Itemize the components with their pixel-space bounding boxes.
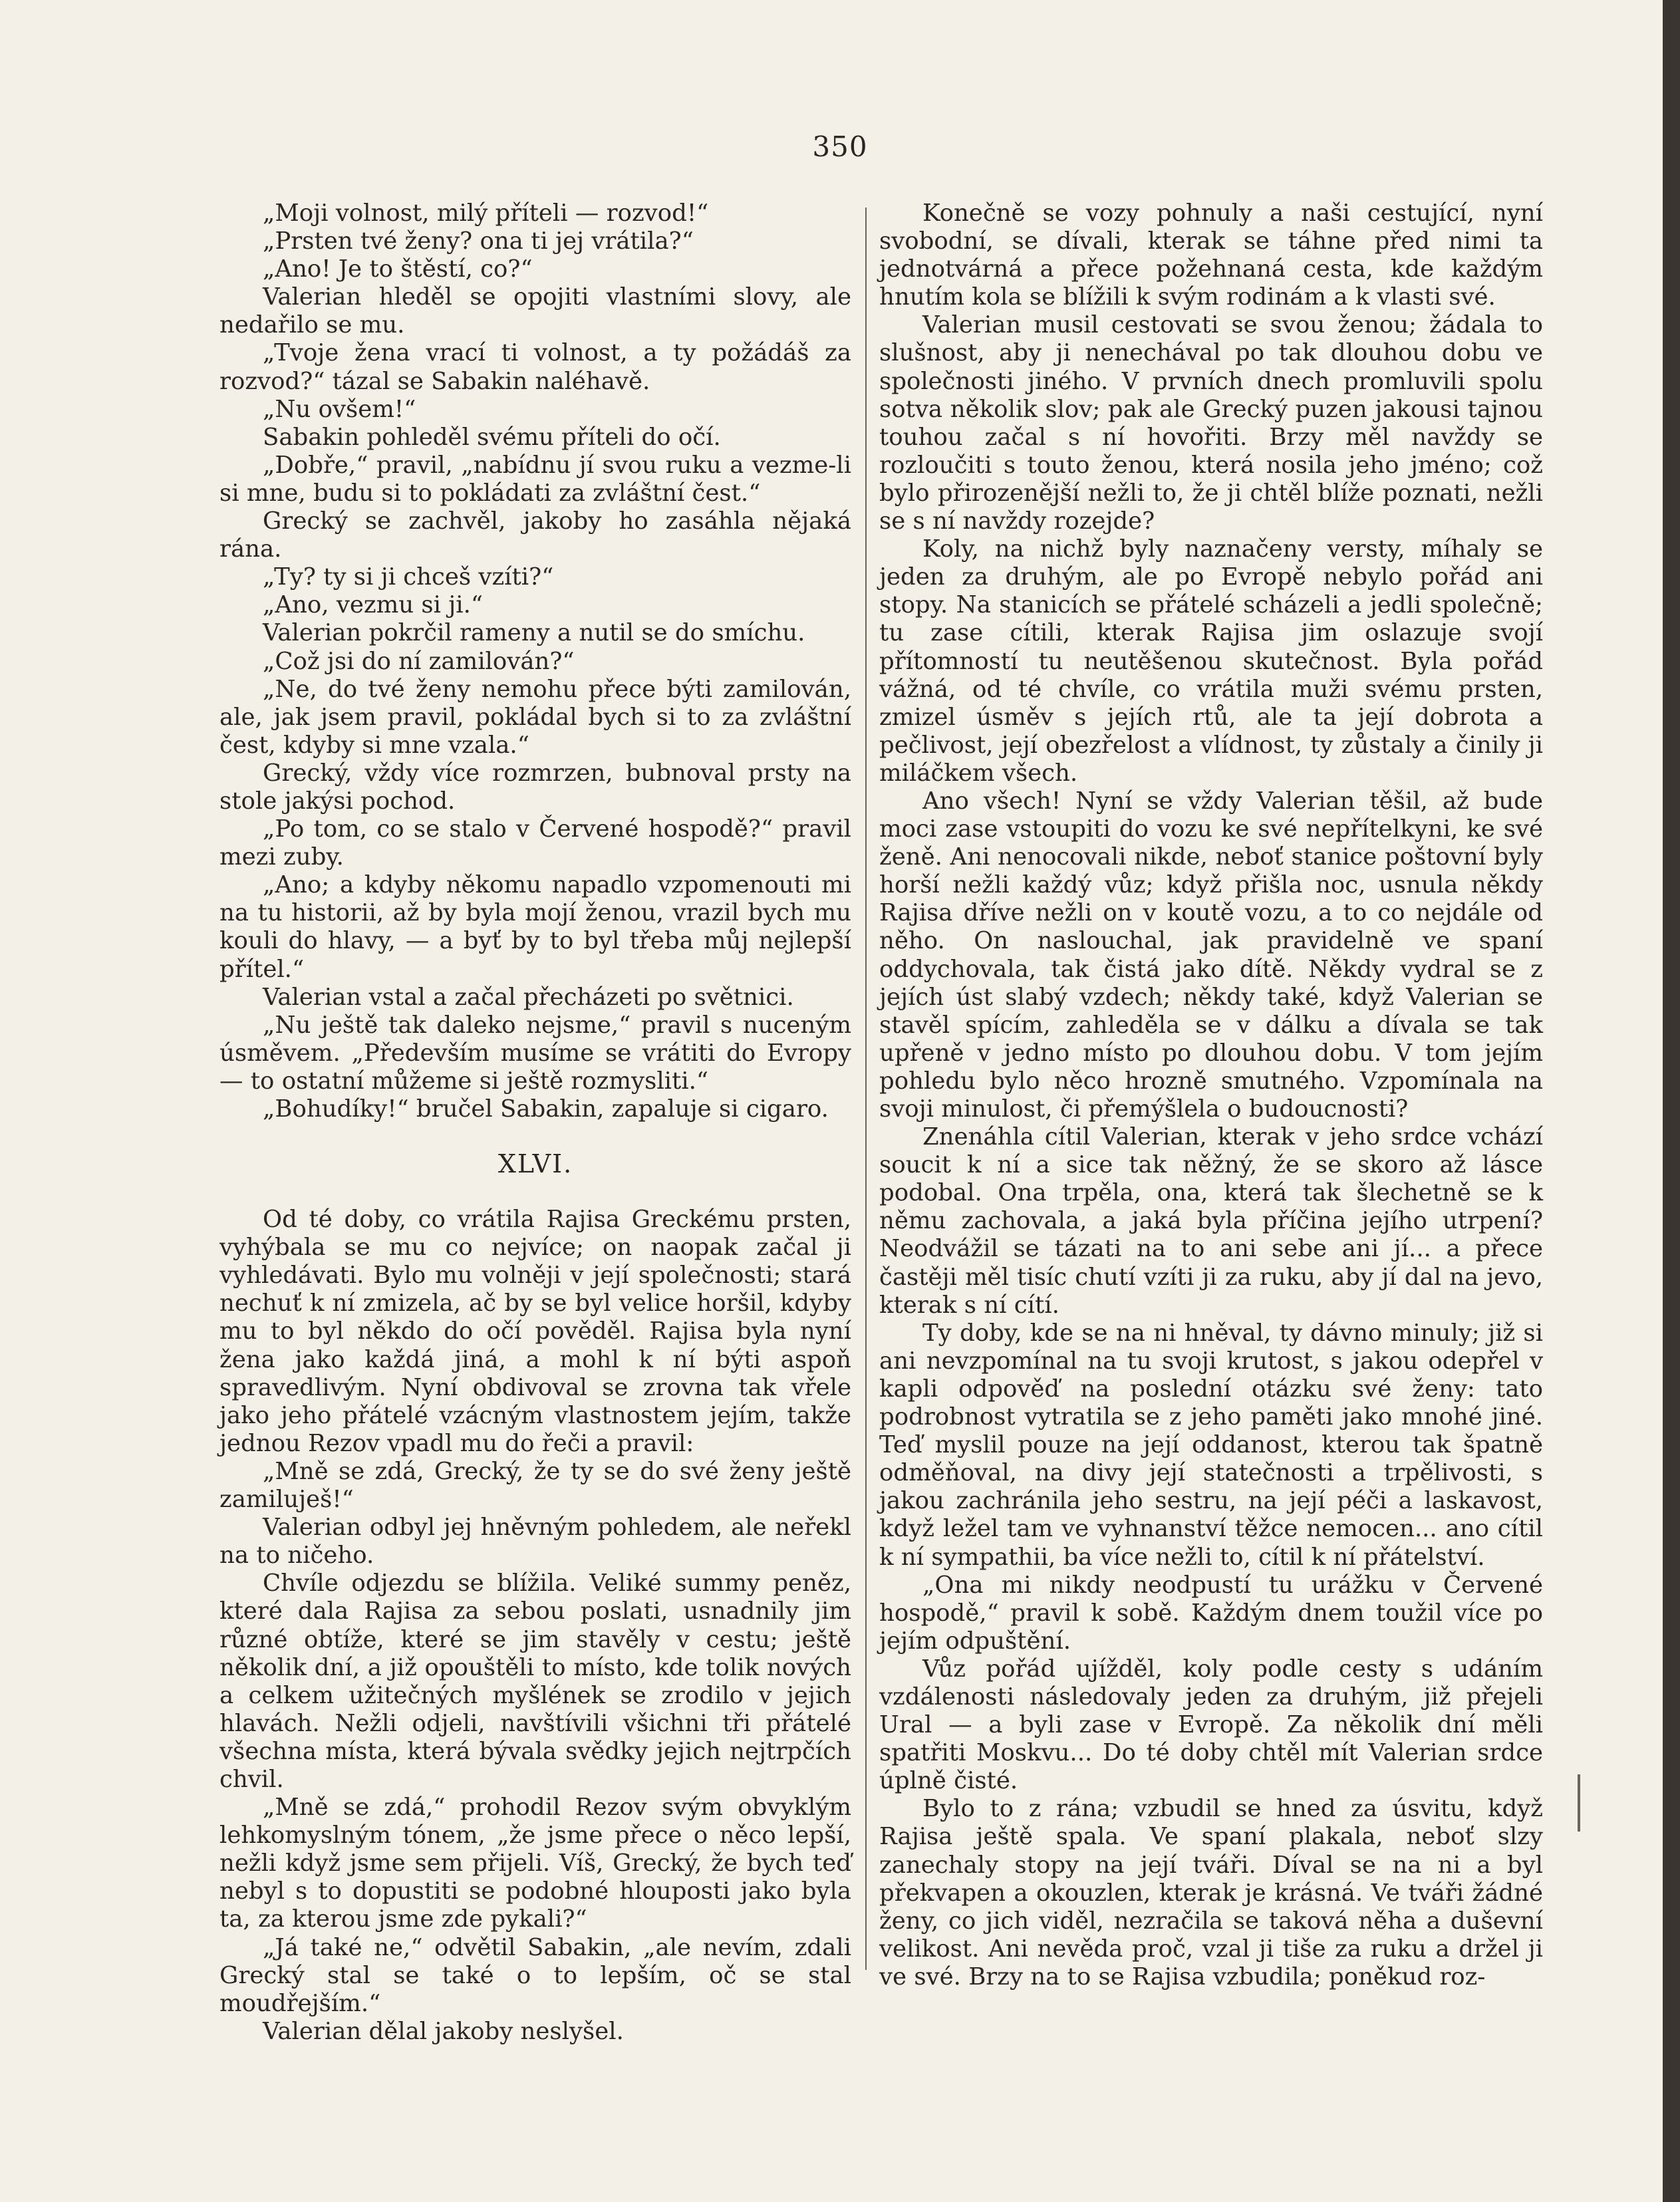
right-column [879,200,1543,1991]
paragraph: „Moji volnost, milý příteli — rozvod!“ [263,200,709,227]
paragraph: Znenáhla cítil Valerian, kterak v jeho srdce vchází soucit k ní a sice tak něžný, že se skoro až lásce podobal. Ona trpěla, ona, která tak šlechetně se k němu zachovala, a jaká byla příčina jejího utrpení? Neodvážil se tázati na to ani sebe ani jí... a přece častěji měl tisíc chutí vzíti ji za ruku, aby jí dal na jevo, kterak s ní cítí. [879,1123,1543,1319]
paragraph: Valerian dělal jakoby neslyšel. [263,2017,624,2045]
paragraph: „Ano; a kdyby někomu napadlo vzpomenouti mi na tu historii, až by byla mojí ženou, vrazil bych mu kouli do hlavy, — a byť by to byl třeba můj nejlepší přítel.“ [219,871,851,983]
paragraph: „Prsten tvé ženy? ona ti jej vrátila?“ [263,227,694,255]
paragraph: Valerian odbyl jej hněvným pohledem, ale neřekl na to ničeho. [219,1514,851,1570]
paragraph: Valerian musil cestovati se svou ženou; žádala to slušnost, aby ji nenechával po tak dlouhou dobu ve společnosti jiného. V prvních dnech promluvili spolu sotva několik slov; pak ale Grecký puzen jakousi tajnou touhou začal s ní hovořiti. Brzy měl navždy se rozloučiti s touto ženou, která nosila jeho jméno; což bylo přirozenější nežli to, že ji chtěl blíže poznati, nežli se s ní navždy rozejde? [879,311,1543,535]
left-column [219,200,851,2046]
margin-mark [1578,1774,1580,1832]
paragraph: „Ona mi nikdy neodpustí tu urážku v Červené hospodě,“ pravil k sobě. Každým dnem toužil více po jejím odpuštění. [879,1571,1543,1655]
paragraph: „Po tom, co se stalo v Červené hospodě?“ pravil mezi zuby. [219,815,851,871]
page-number: 350 [812,130,868,163]
paragraph: Grecký, vždy více rozmrzen, bubnoval prsty na stole jakýsi pochod. [219,759,851,815]
chapter-heading: XLVI. [497,1149,573,1179]
paragraph: Od té doby, co vrátila Rajisa Greckému prsten, vyhýbala se mu co nejvíce; on naopak začal ji vyhledávati. Bylo mu volněji v její společnosti; stará nechuť k ní zmizela, ač by se byl velice horšil, kdyby mu to byl někdo do očí pověděl. Rajisa byla nyní žena jako každá jiná, a mohl k ní býti aspoň spravedlivým. Nyní obdivoval se zrovna tak vřele jako jeho přátelé vzácným vlastnostem jejím, takže jednou Rezov vpadl mu do řeči a pravil: [219,1206,851,1457]
paragraph: „Nu ovšem!“ [263,395,416,423]
paragraph: „Ano! Je to štěstí, co?“ [263,255,533,283]
paragraph: „Ty? ty si ji chceš vzíti?“ [263,563,554,591]
paragraph: Chvíle odjezdu se blížila. Veliké summy peněz, které dala Rajisa za sebou poslati, usnadnily jim různé obtíže, které se jim stavěly v cestu; ještě několik dní, a již opouštěli to místo, kde tolik nových a celkem užitečných myšlének se zrodilo v jejich hlavách. Nežli odjeli, navštívili všichni tři přátelé všechna místa, která bývala svědky jejich nejtrpčích chvil. [219,1570,851,1793]
paragraph: Vůz pořád ujížděl, koly podle cesty s udáním vzdálenosti následovaly jeden za druhým, již přejeli Ural — a byli zase v Evropě. Za několik dní měli spatřiti Moskvu... Do té doby chtěl mít Valerian srdce úplně čisté. [879,1655,1543,1795]
paragraph: Grecký se zachvěl, jakoby ho zasáhla nějaká rána. [219,507,851,563]
paragraph: Ano všech! Nyní se vždy Valerian těšil, až bude moci zase vstoupiti do vozu ke své nepřítelkyni, ke své ženě. Ani nenocovali nikde, neboť stanice poštovní byly horší nežli každý vůz; když přišla noc, usnula někdy Rajisa dříve nežli on v koutě vozu, a to co nejdále od něho. On naslouchal, jak pravidelně ve spaní oddychovala, tak čistá jako dítě. Někdy vydral se z jejích úst slabý vzdech; někdy také, když Valerian se stavěl spícím, zahleděla se v dálku a dívala se tak upřeně v jedno místo po dlouhou dobu. V tom jejím pohledu bylo něco hrozně smutného. Vzpomínala na svoji minulost, či přemýšlela o budoucnosti? [879,787,1543,1123]
paragraph: „Ano, vezmu si ji.“ [263,591,484,619]
paragraph: Valerian pokrčil rameny a nutil se do smíchu. [263,619,805,647]
paragraph: „Což jsi do ní zamilován?“ [263,647,575,675]
paragraph: Valerian vstal a začal přecházeti po světnici. [263,983,794,1011]
paragraph: Konečně se vozy pohnuly a naši cestující, nyní svobodní, se dívali, kterak se táhne před nimi ta jednotvárná a přece požehnaná cesta, kde každým hnutím kola se blížili k svým rodinám a k vlasti své. [879,200,1543,311]
paragraph: „Bohudíky!“ bručel Sabakin, zapaluje si cigaro. [263,1095,829,1123]
paragraph: „Mně se zdá,“ prohodil Rezov svým obvyklým lehkomyslným tónem, „že jsme přece o něco lepší, nežli když jsme sem přijeli. Víš, Grecký, že bych teď nebyl s to dopustiti se podobné hlouposti jako byla ta, za kterou jsme zde pykali?“ [219,1794,851,1933]
paragraph: Valerian hleděl se opojiti vlastními slovy, ale nedařilo se mu. [219,283,851,339]
paragraph: „Já také ne,“ odvětil Sabakin, „ale nevím, zdali Grecký stal se také o to lepším, oč se stal moudřejším.“ [219,1933,851,2017]
paragraph: „Ne, do tvé ženy nemohu přece býti zamilován, ale, jak jsem pravil, pokládal bych si to za zvláštní čest, kdyby si mne vzala.“ [219,675,851,759]
paragraph: Ty doby, kde se na ni hněval, ty dávno minuly; již si ani nevzpomínal na tu svoji krutost, s jakou odepřel v kapli odpověď na poslední otázku své ženy: tato podrobnost vytratila se z jeho paměti jako mnohé jiné. Teď myslil pouze na její oddanost, kterou tak špatně odměňoval, na divy její statečnosti a trpělivosti, s jakou zachránila jeho sestru, na její péči a laskavost, když ležel tam ve vyhnanství těžce nemocen... ano cítil k ní sympathii, ba více nežli to, cítil k ní přátelství. [879,1319,1543,1571]
column-divider [865,207,867,1970]
paragraph: „Mně se zdá, Grecký, že ty se do své ženy ještě zamiluješ!“ [219,1457,851,1514]
paragraph: „Nu ještě tak daleko nejsme,“ pravil s nuceným úsměvem. „Především musíme se vrátiti do Evropy — to ostatní můžeme si ještě rozmysliti.“ [219,1011,851,1095]
paragraph: „Dobře,“ pravil, „nabídnu jí svou ruku a vezme-li si mne, budu si to pokládati za zvláštní čest.“ [219,451,851,507]
paragraph: Sabakin pohleděl svému příteli do očí. [263,423,721,451]
page-edge [1663,0,1680,2202]
paragraph: Koly, na nichž byly naznačeny versty, míhaly se jeden za druhým, ale po Evropě nebylo pořád ani stopy. Na stanicích se přátelé scházeli a jedli společně; tu zase cítili, kterak Rajisa jim oslazuje svojí přítomností tu neutěšenou skutečnost. Byla pořád vážná, od té chvíle, co vrátila muži svému prsten, zmizel úsměv s jejích rtů, ale ta její dobrota a pečlivost, její obezřelost a vlídnost, ty zůstaly a činily ji miláčkem všech. [879,535,1543,787]
paragraph: Bylo to z rána; vzbudil se hned za úsvitu, když Rajisa ještě spala. Ve spaní plakala, neboť slzy zanechaly stopy na její tváři. Díval se na ni a byl překvapen a okouzlen, kterak je krásná. Ve tváři žádné ženy, co jich viděl, nezračila se taková něha a duševní velikost. Ani nevěda proč, vzal ji tiše za ruku a držel ji ve své. Brzy na to se Rajisa vzbudila; poněkud roz- [879,1795,1543,1991]
paragraph: „Tvoje žena vrací ti volnost, a ty požádáš za rozvod?“ tázal se Sabakin naléhavě. [219,339,851,395]
